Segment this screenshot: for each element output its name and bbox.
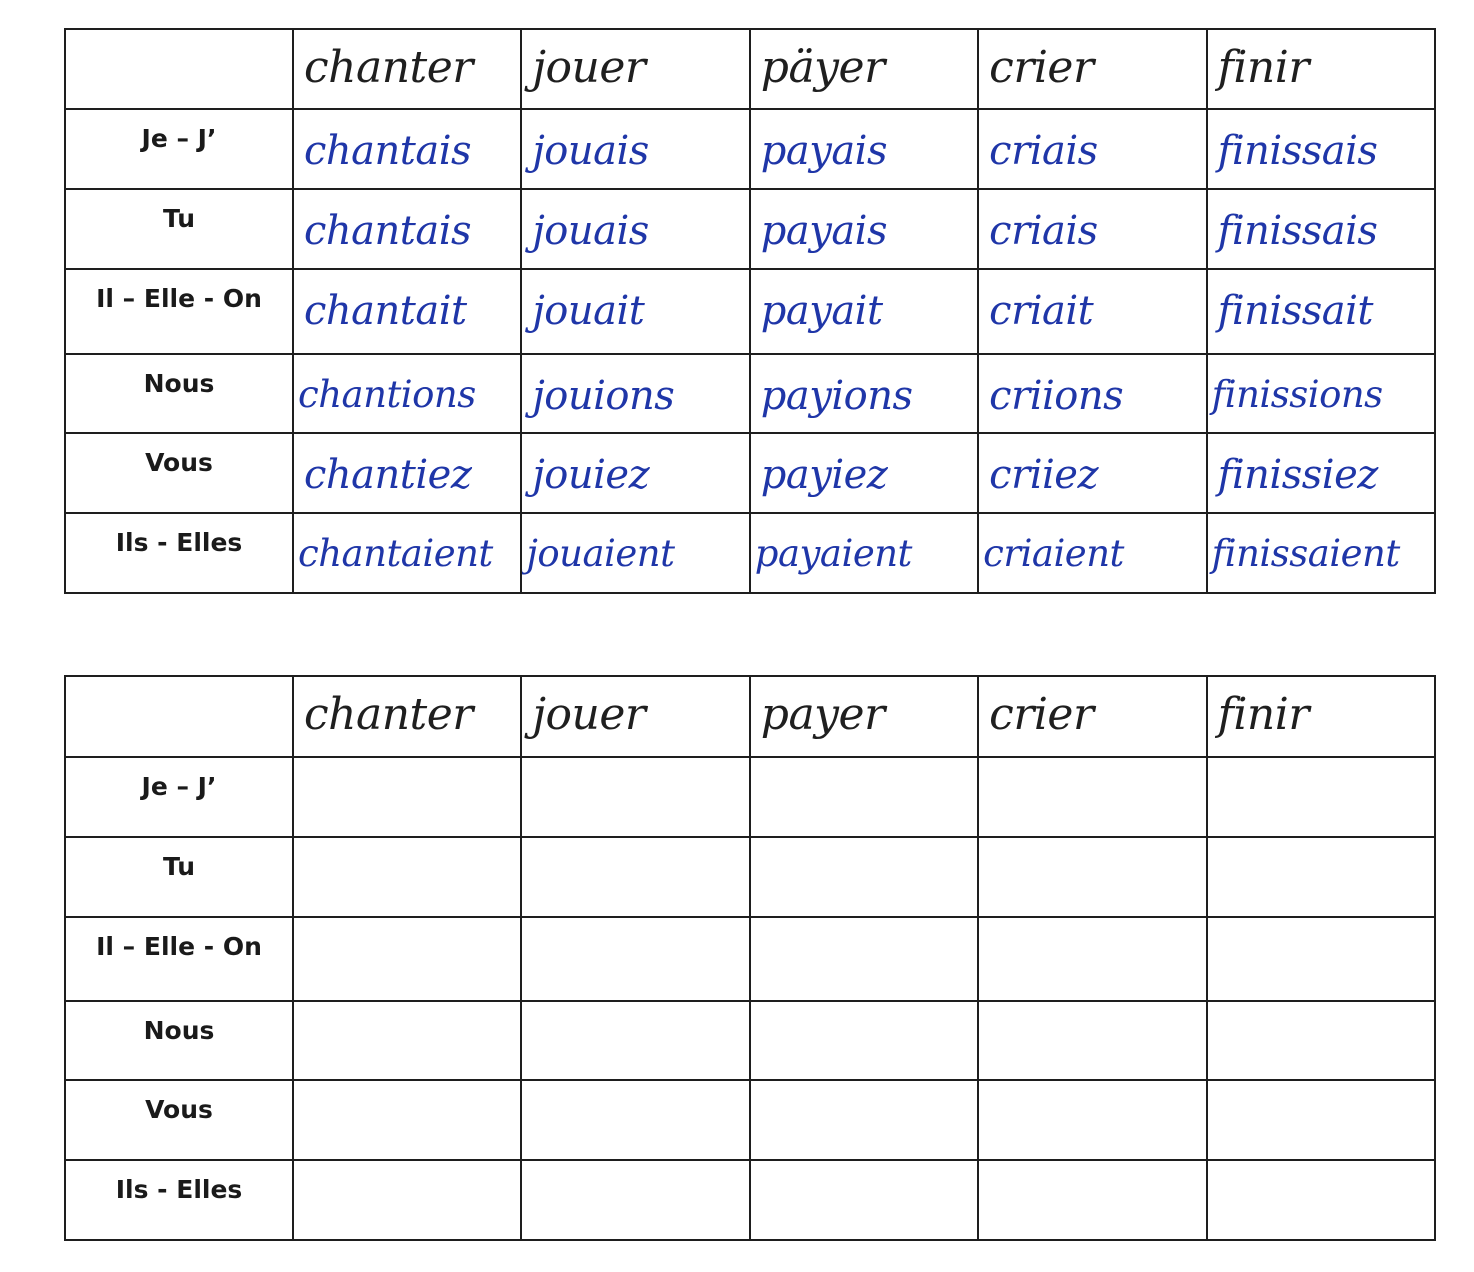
answer-cell[interactable] xyxy=(521,1080,749,1160)
conjugated-form: jouait xyxy=(532,288,645,334)
table-row xyxy=(65,1160,1435,1240)
verb-header xyxy=(521,676,749,757)
pronoun-cell xyxy=(65,433,293,513)
form-cell xyxy=(293,513,521,593)
verb-label: payer xyxy=(760,689,885,740)
conjugated-form: finissaient xyxy=(1211,532,1400,575)
form-cell xyxy=(1207,269,1435,354)
conjugated-form: jouiez xyxy=(532,452,650,498)
answer-cell[interactable] xyxy=(1207,1080,1435,1160)
conjugated-form: finissiez xyxy=(1217,452,1378,498)
conjugated-form: payions xyxy=(760,373,913,419)
table-row xyxy=(65,1001,1435,1080)
table-row xyxy=(65,354,1435,433)
answer-cell[interactable] xyxy=(750,837,978,917)
table-row xyxy=(65,513,1435,593)
conjugated-form: chantiez xyxy=(304,452,472,498)
form-cell xyxy=(750,433,978,513)
pronoun-cell xyxy=(65,354,293,433)
conjugation-table-filled xyxy=(64,28,1436,594)
table-row xyxy=(65,433,1435,513)
conjugated-form: criaient xyxy=(983,532,1124,575)
pronoun-cell xyxy=(65,513,293,593)
verb-header xyxy=(521,29,749,109)
form-cell xyxy=(293,109,521,189)
conjugated-form: chantions xyxy=(298,373,476,416)
pronoun-label: Nous xyxy=(143,369,215,398)
answer-cell[interactable] xyxy=(750,1160,978,1240)
verb-label: chanter xyxy=(304,42,473,93)
pronoun-label: Il – Elle - On xyxy=(96,932,262,961)
verb-label: chanter xyxy=(304,689,473,740)
answer-cell[interactable] xyxy=(978,1001,1206,1080)
table-row xyxy=(65,269,1435,354)
answer-cell[interactable] xyxy=(1207,757,1435,837)
answer-cell[interactable] xyxy=(521,757,749,837)
form-cell xyxy=(521,109,749,189)
form-cell xyxy=(1207,354,1435,433)
pronoun-cell xyxy=(65,269,293,354)
form-cell xyxy=(521,269,749,354)
pronoun-label: Je – J’ xyxy=(141,124,217,153)
form-cell xyxy=(293,189,521,269)
conjugated-form: finissions xyxy=(1211,373,1383,416)
verb-header xyxy=(978,29,1206,109)
conjugated-form: jouaient xyxy=(526,532,675,575)
header-row xyxy=(65,29,1435,109)
conjugated-form: jouais xyxy=(532,208,649,254)
answer-cell[interactable] xyxy=(293,1001,521,1080)
table-row xyxy=(65,917,1435,1001)
conjugated-form: chantais xyxy=(304,128,472,174)
verb-header xyxy=(293,29,521,109)
pronoun-label: Ils - Elles xyxy=(115,528,243,557)
form-cell xyxy=(1207,189,1435,269)
header-row xyxy=(65,676,1435,757)
pronoun-cell xyxy=(65,757,293,837)
pronoun-cell xyxy=(65,189,293,269)
verb-header xyxy=(1207,29,1435,109)
form-cell xyxy=(978,433,1206,513)
pronoun-label: Tu xyxy=(162,852,196,881)
conjugated-form: chantais xyxy=(304,208,472,254)
answer-cell[interactable] xyxy=(521,1160,749,1240)
conjugated-form: chantaient xyxy=(298,532,493,575)
form-cell xyxy=(978,109,1206,189)
conjugated-form: finissais xyxy=(1217,208,1378,254)
form-cell xyxy=(978,269,1206,354)
conjugated-form: payait xyxy=(760,288,883,334)
form-cell xyxy=(293,354,521,433)
answer-cell[interactable] xyxy=(293,917,521,1001)
conjugated-form: payaient xyxy=(754,532,912,575)
answer-cell[interactable] xyxy=(293,837,521,917)
pronoun-label: Ils - Elles xyxy=(115,1175,243,1204)
conjugated-form: finissait xyxy=(1217,288,1373,334)
conjugated-form: jouions xyxy=(532,373,675,419)
conjugated-form: payiez xyxy=(760,452,888,498)
table-row xyxy=(65,189,1435,269)
answer-cell[interactable] xyxy=(750,917,978,1001)
conjugated-form: finissais xyxy=(1217,128,1378,174)
form-cell xyxy=(521,433,749,513)
verb-header xyxy=(1207,676,1435,757)
conjugated-form: payais xyxy=(760,128,887,174)
pronoun-cell xyxy=(65,837,293,917)
answer-cell[interactable] xyxy=(978,757,1206,837)
conjugated-form: payais xyxy=(760,208,887,254)
conjugated-form: chantait xyxy=(304,288,467,334)
pronoun-label: Vous xyxy=(145,1095,213,1124)
answer-cell[interactable] xyxy=(978,1160,1206,1240)
form-cell xyxy=(750,513,978,593)
answer-cell[interactable] xyxy=(293,1080,521,1160)
answer-cell[interactable] xyxy=(978,1080,1206,1160)
verb-label: jouer xyxy=(532,42,646,93)
verb-header xyxy=(750,676,978,757)
corner-cell xyxy=(65,676,293,757)
form-cell xyxy=(521,189,749,269)
answer-cell[interactable] xyxy=(750,757,978,837)
conjugated-form: criions xyxy=(989,373,1124,419)
verb-label: finir xyxy=(1217,689,1309,740)
form-cell xyxy=(750,269,978,354)
verb-label: jouer xyxy=(532,689,646,740)
pronoun-cell xyxy=(65,109,293,189)
form-cell xyxy=(1207,513,1435,593)
answer-cell[interactable] xyxy=(1207,1160,1435,1240)
table-row xyxy=(65,1080,1435,1160)
verb-header xyxy=(978,676,1206,757)
answer-cell[interactable] xyxy=(1207,837,1435,917)
conjugation-table-empty xyxy=(64,675,1436,1241)
form-cell xyxy=(750,109,978,189)
answer-cell[interactable] xyxy=(521,917,749,1001)
table-row xyxy=(65,837,1435,917)
answer-cell[interactable] xyxy=(293,757,521,837)
form-cell xyxy=(978,189,1206,269)
form-cell xyxy=(1207,109,1435,189)
pronoun-cell xyxy=(65,1160,293,1240)
pronoun-label: Nous xyxy=(143,1016,215,1045)
conjugated-form: criais xyxy=(989,128,1098,174)
form-cell xyxy=(293,433,521,513)
answer-cell[interactable] xyxy=(978,917,1206,1001)
form-cell xyxy=(521,354,749,433)
table-row xyxy=(65,109,1435,189)
conjugated-form: jouais xyxy=(532,128,649,174)
verb-label: crier xyxy=(989,689,1094,740)
form-cell xyxy=(750,189,978,269)
pronoun-cell xyxy=(65,1080,293,1160)
verb-label: päyer xyxy=(760,42,885,93)
form-cell xyxy=(978,513,1206,593)
form-cell xyxy=(978,354,1206,433)
pronoun-label: Je – J’ xyxy=(141,772,217,801)
form-cell xyxy=(521,513,749,593)
pronoun-cell xyxy=(65,917,293,1001)
conjugated-form: criiez xyxy=(989,452,1099,498)
table-row xyxy=(65,757,1435,837)
answer-cell[interactable] xyxy=(521,837,749,917)
answer-cell[interactable] xyxy=(521,1001,749,1080)
answer-cell[interactable] xyxy=(750,1080,978,1160)
pronoun-label: Vous xyxy=(145,448,213,477)
answer-cell[interactable] xyxy=(750,1001,978,1080)
form-cell xyxy=(750,354,978,433)
answer-cell[interactable] xyxy=(1207,917,1435,1001)
answer-cell[interactable] xyxy=(293,1160,521,1240)
verb-header xyxy=(750,29,978,109)
answer-cell[interactable] xyxy=(978,837,1206,917)
verb-label: finir xyxy=(1217,42,1309,93)
form-cell xyxy=(1207,433,1435,513)
pronoun-cell xyxy=(65,1001,293,1080)
answer-cell[interactable] xyxy=(1207,1001,1435,1080)
pronoun-label: Il – Elle - On xyxy=(96,284,262,313)
conjugated-form: criait xyxy=(989,288,1094,334)
verb-label: crier xyxy=(989,42,1094,93)
verb-header xyxy=(293,676,521,757)
pronoun-label: Tu xyxy=(162,204,196,233)
corner-cell xyxy=(65,29,293,109)
form-cell xyxy=(293,269,521,354)
conjugated-form: criais xyxy=(989,208,1098,254)
